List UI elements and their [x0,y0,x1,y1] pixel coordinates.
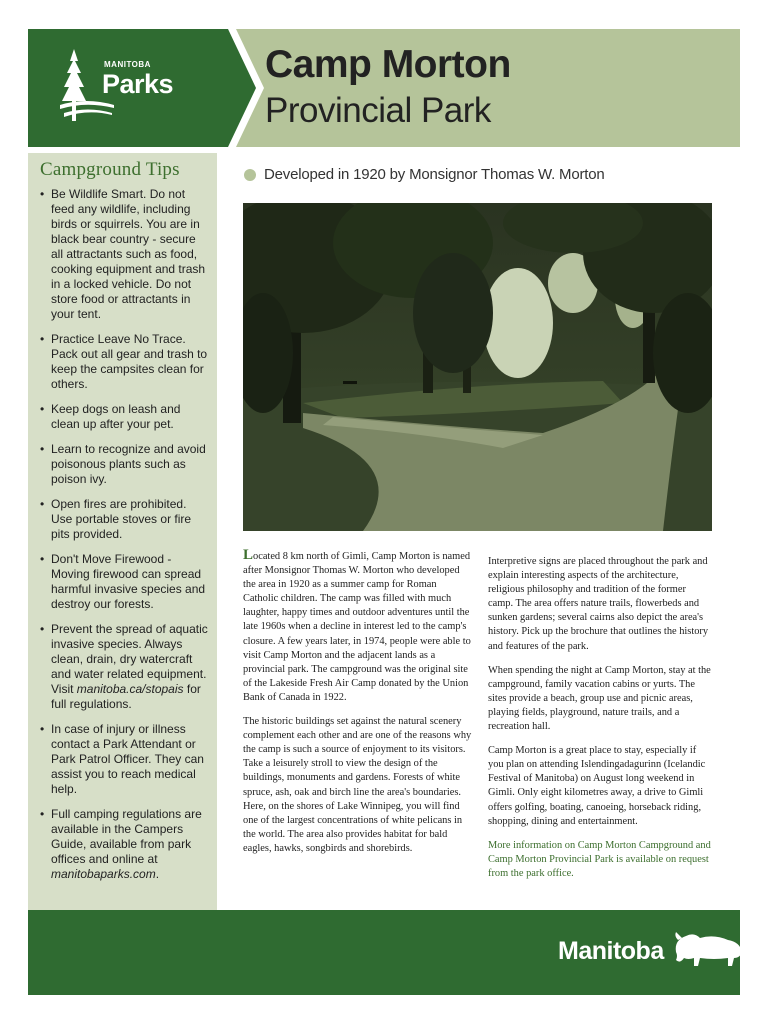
info-note: More information on Camp Morton Campground and Camp Morton Provincial Park is available on request from the park office. [488,839,711,879]
tip-item: • Open fires are prohibited. Use portable stoves or fire pits provided. [40,497,209,542]
section-subtitle [244,166,605,183]
logo-manitoba-text: MANITOBA [104,60,151,69]
tip-text: . [155,867,160,881]
tip-text: for full regulations. [51,682,201,711]
tip-item: • Practice Leave No Trace. Pack out all gear and trash to keep the campsites clean for others. [40,332,209,392]
body-paragraph: Interpretive signs are placed throughout the park and explain interesting aspects of the architecture, religious philosophy and tradition of the former camp. The area offers nature trails, flowerbeds and sunken gardens; several cairns also depict the area's history. Pick up the brochure that outlines the history and features of the park. [488,556,709,652]
logo-parks-text: Parks [102,69,174,99]
body-paragraph [243,548,473,705]
bison-icon [670,930,746,970]
tip-text: Full camping regulations are available in the Campers Guide, available from park offices and online at [51,807,202,866]
manitobaparks-link[interactable]: manitobaparks.com [51,867,156,881]
forest-road-image [243,203,712,531]
drop-cap: L [243,547,254,563]
stopais-link[interactable]: manitoba.ca/stopais [76,682,184,696]
sidebar-heading: Campground Tips [40,159,180,180]
tip-item: • Don't Move Firewood - Moving firewood can spread harmful invasive species and destroy our forests. [40,552,209,612]
manitoba-wordmark: Manitoba [558,937,664,965]
park-photo [243,203,712,531]
body-column-right [488,555,713,891]
page-title: Camp Morton [265,43,511,86]
body-paragraph: The historic buildings set against the natural scenery complement each other and are one of the reasons why the camp is such a source of enjoyment to its visitors. Take a leisurely stroll to view the design of the buildings, monuments and gardens. Forests of white spruce, ash, oak and birch line the area's boundaries. Here, on the shores of Lake Winnipeg, you will find one of the largest concentrations of white pelicans in the world. The area also provides habitat for bald eagles, hawks, songbirds and shorebirds. [243,716,472,854]
tip-item-regulations [40,807,209,882]
tip-item-invasive-species [40,622,209,712]
subtitle-text: Developed in 1920 by Monsignor Thomas W. Morton [264,166,605,183]
paragraph-text: ocated 8 km north of Gimli, Camp Morton is named after Monsignor Thomas W. Morton who developed the area in 1920 as a summer camp for Roman Catholic children. The camp was filled with much laughter, happy times and outdoor adventures until the late 1960s when a decline in interest led to the camp's closure. A few years later, in 1974, people were able to visit Camp Morton and the adjacent lands as a provincial park. The campground was the original site of the Lakeside Fresh Air Camp donated by the Union Bank of Canada in 1922. [243,551,471,703]
campground-tips-sidebar [28,153,217,910]
body-column-left [243,548,473,866]
tip-item: • In case of injury or illness contact a Park Attendant or Park Patrol Officer. They can assist you to reach medical help. [40,722,209,797]
page-subtitle: Provincial Park [265,91,491,130]
manitoba-parks-logo [28,29,228,147]
header-chevron [228,29,268,147]
tip-text: Prevent the spread of aquatic invasive species. Always clean, drain, dry watercraft and water related equipment. Visit [51,622,208,696]
tip-item: • Be Wildlife Smart. Do not feed any wildlife, including birds or squirrels. You are in black bear country - secure all attractants such as food, cooking equipment and trash in a locked vehicle. Do not store food or attractants in your tent. [40,187,209,322]
header [28,29,740,147]
bullet-dot-icon [244,169,256,181]
footer-bar [28,910,740,995]
body-paragraph: Camp Morton is a great place to stay, especially if you plan on attending Islendingadagurinn (Icelandic Festival of Manitoba) on August long weekend in Gimli. Only eight kilometres away, a drive to Gimli offers golfing, boating, canoeing, horseback riding, shopping, dining and entertainment. [488,745,706,827]
tip-item: • Learn to recognize and avoid poisonous plants such as poison ivy. [40,442,209,487]
tip-item: • Keep dogs on leash and clean up after your pet. [40,402,209,432]
body-paragraph: When spending the night at Camp Morton, stay at the campground, family vacation cabins or yurts. The sites provide a beach, group use and picnic areas, playing fields, playground, nature trails, and a recreation hall. [488,664,711,733]
